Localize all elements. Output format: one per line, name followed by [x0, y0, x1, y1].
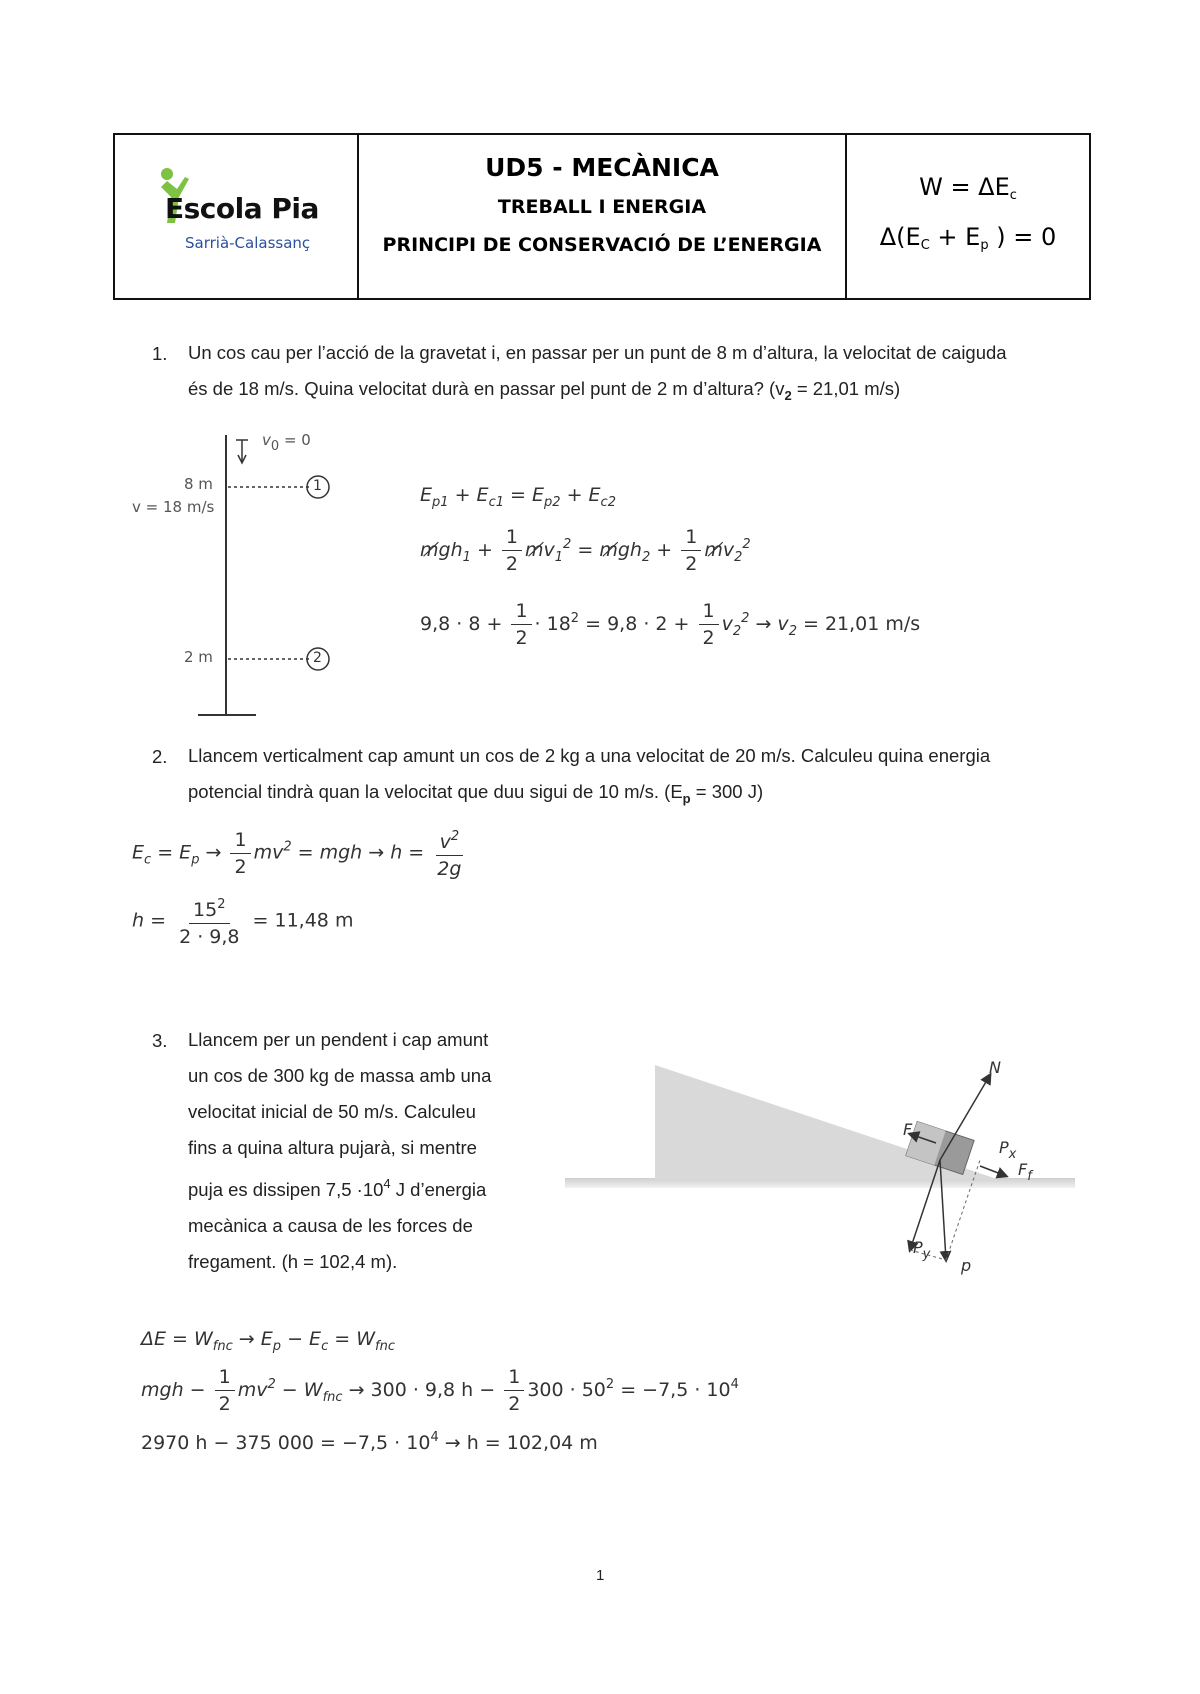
title-cell: [359, 135, 847, 298]
ex2-eq1-den: 2g: [437, 858, 462, 880]
v0-end: = 0: [279, 431, 311, 449]
ex2-eq1-e: = mgh → h =: [291, 841, 425, 864]
ex2-eq1-b: = E: [151, 841, 192, 864]
exercise-3-line3: velocitat inicial de 50 m/s. Calculeu: [188, 1101, 476, 1122]
ex1-eq3-frac1-num: 1: [511, 600, 531, 625]
conservation-formula: [847, 223, 1089, 253]
ex3-equation-3: [141, 1430, 598, 1454]
exercise-3-line5: [188, 1166, 548, 1208]
ex3-eq1-c-sub: c: [321, 1339, 329, 1354]
exercise-1-line2-end: = 21,01 m/s): [791, 378, 901, 399]
ex1-eq2-frac1: [502, 526, 522, 575]
ex1-eq2-frac2: [681, 526, 701, 575]
ex2-eq1-a-sub: c: [144, 852, 152, 868]
exercise-3-line5-sup: 4: [383, 1176, 391, 1191]
ex3-eq1-d-sub: fnc: [375, 1339, 395, 1354]
ex1-eq2-v-sup2: 2: [742, 537, 751, 552]
ex2-eq1-a: E: [132, 841, 145, 864]
ex1-equation-3: [420, 600, 920, 649]
ex3-eq2-a: mgh −: [141, 1379, 206, 1401]
friction-force-letter: F: [903, 1120, 913, 1139]
ex3-eq2-f-sup: 4: [730, 1377, 739, 1392]
velocity-18-label: v = 18 m/s: [132, 498, 215, 516]
ex3-eq2-c-sub: fnc: [322, 1390, 343, 1405]
ex2-eq1-d: mv: [253, 841, 284, 864]
exercise-1-line2-text: és de 18 m/s. Quina velocitat durà en passar pel punt de 2 m d’altura? (v: [188, 378, 785, 399]
exercise-3-line6: mecànica a causa de les forces de: [188, 1215, 473, 1236]
ex2-eq2-num-sup: 2: [217, 897, 226, 912]
v0-label: [262, 431, 311, 454]
ex3-eq1-a: ΔE = W: [141, 1328, 213, 1350]
ex2-eq2-num: 15: [193, 899, 218, 921]
exercise-2-line2-sub: p: [682, 791, 691, 806]
ex3-equation-2: [141, 1366, 739, 1415]
py-letter: P: [913, 1238, 923, 1257]
ex3-eq1-a-sub: fnc: [212, 1339, 233, 1354]
header-table: [113, 133, 1091, 300]
formula2-sub2: p: [980, 238, 989, 253]
ex1-equation-2: $m̸gh_1$ + $\frac{1}{2}$ $m̸v_1^2$ = $m̸gh_2$ + $\frac{1}{2}$ $m̸v_2^2$: [420, 526, 751, 575]
ex3-eq1-d: = W: [328, 1328, 376, 1350]
ex3-eq2-frac1-den: 2: [218, 1393, 231, 1415]
exercise-3-line4: fins a quina altura pujarà, si mentre: [188, 1137, 477, 1158]
ex1-eq3-frac1-den: 2: [515, 627, 528, 649]
ex2-eq2-result: = 11,48 m: [252, 909, 354, 932]
subtitle-1: TREBALL I ENERGIA: [497, 196, 707, 218]
ex1-eq1-e4: + E: [560, 484, 601, 506]
point-2-label: 2: [313, 650, 322, 666]
exercise-2-line1: Llancem verticalment cap amunt un cos de 2 kg a una velocitat de 20 m/s. Calculeu quina energia: [188, 745, 991, 766]
ex2-eq2-den: 2 · 9,8: [179, 926, 240, 948]
ex1-eq3-a: 9,8 · 8 +: [420, 613, 503, 635]
exercise-1-number: 1.: [152, 343, 168, 364]
ex1-eq2-h-sub1: 1: [462, 550, 471, 565]
ex2-equation-1: [132, 826, 468, 880]
friction-force-label: [903, 1120, 912, 1139]
ex3-eq2-c: − W: [275, 1379, 323, 1401]
ex3-eq1-b-sub: p: [272, 1339, 282, 1354]
ex1-eq2-h-sub2: 2: [641, 550, 651, 565]
ex1-eq3-frac2-den: 2: [702, 627, 715, 649]
ex1-eq2-v-sub2: 2: [734, 550, 743, 565]
ex2-eq1-frac2-num: [436, 826, 464, 856]
logo-cell: [115, 135, 359, 298]
logo-name: Escola Pia: [165, 192, 319, 225]
logo-subtitle: Sarrià-Calassanç: [185, 234, 311, 252]
formula2-b: + E: [929, 223, 981, 251]
ex1-eq2-v-sub1: 1: [554, 550, 564, 565]
ex1-eq3-frac1: [511, 600, 531, 649]
ex2-eq1-b-sub: p: [191, 852, 200, 868]
ex1-eq2-v-sup1: 2: [563, 537, 572, 552]
px-label: [999, 1138, 1016, 1162]
ex1-eq3-d-sup: 2: [741, 611, 750, 626]
ex3-eq2-frac1: [215, 1366, 235, 1415]
falling-body-diagram: [120, 425, 350, 725]
ex3-eq2-f: = −7,5 · 10: [614, 1379, 731, 1401]
exercise-2-line2: [188, 774, 1108, 817]
ex3-eq2-b: mv: [237, 1379, 268, 1401]
ff-label: [1018, 1160, 1032, 1184]
exercise-2-number: 2.: [152, 746, 168, 767]
exercise-3-line5-text: puja es dissipen 7,5 ·10: [188, 1179, 384, 1200]
ex1-eq1-e1: E: [420, 484, 433, 506]
exercise-1-line1: Un cos cau per l’acció de la gravetat i, en passar per un punt de 8 m d’altura, la velocitat de caiguda: [188, 342, 1007, 363]
ex1-eq2-frac1-num: 1: [502, 526, 522, 551]
ff-sub: f: [1027, 1169, 1032, 1184]
ex3-eq1-b: → E: [232, 1328, 273, 1350]
height-8m-label: 8 m: [184, 475, 213, 493]
py-label: [913, 1238, 930, 1262]
formula1-text: W = ΔE: [919, 173, 1010, 201]
ex2-eq1-frac1-den: 2: [234, 855, 247, 878]
v0-sub: 0: [270, 439, 280, 454]
ex2-eq1-d-sup: 2: [283, 839, 292, 855]
normal-force-label: [989, 1058, 1001, 1077]
formula-cell: [847, 135, 1089, 298]
exercise-3-line7: fregament. (h = 102,4 m).: [188, 1251, 398, 1272]
exercise-1-text: [188, 335, 1108, 414]
work-energy-formula: [847, 173, 1089, 203]
weight-letter: p: [961, 1256, 972, 1275]
ex2-eq2-frac-num: [189, 894, 229, 924]
ex2-eq1-frac1-num: 1: [230, 829, 250, 854]
exercise-3-number: 3.: [152, 1030, 168, 1051]
ex1-eq2-frac1-den: 2: [505, 553, 518, 575]
ex1-eq3-d-sub: 2: [732, 624, 742, 639]
exercise-3-line5-end: J d’energia: [390, 1179, 487, 1200]
ex1-eq3-b: · 18: [534, 613, 571, 635]
page-title: UD5 - MECÀNICA: [485, 153, 719, 182]
formula2-c: ) = 0: [988, 223, 1057, 251]
exercise-2-line2-text: potencial tindrà quan la velocitat que duu sigui de 10 m/s. (E: [188, 781, 683, 802]
ex3-eq2-e-sup: 2: [605, 1377, 615, 1392]
ex1-eq1-s4: c2: [600, 495, 616, 510]
ex1-eq3-frac2-num: 1: [699, 600, 719, 625]
ex3-eq2-frac2-num: 1: [504, 1366, 524, 1391]
weight-label: [961, 1256, 971, 1275]
ex1-eq3-e: → v: [755, 613, 789, 635]
formula2-sub1: C: [920, 238, 930, 253]
ex1-eq3-e-sub: 2: [788, 624, 797, 639]
normal-force-letter: N: [989, 1058, 1001, 1077]
ex1-eq1-e2: + E: [448, 484, 489, 506]
ex2-eq1-num-sup: 2: [450, 829, 460, 844]
formula1-sub: c: [1009, 188, 1017, 203]
ex3-eq2-frac1-num: 1: [215, 1366, 235, 1391]
subtitle-2: PRINCIPI DE CONSERVACIÓ DE L’ENERGIA: [382, 234, 822, 256]
ex1-eq3-result: = 21,01 m/s: [796, 613, 921, 635]
ff-letter: F: [1018, 1160, 1028, 1179]
ex1-eq1-s2: c1: [488, 495, 504, 510]
page-number: 1: [596, 1567, 605, 1584]
ex1-eq3-c: = 9,8 · 2 +: [585, 613, 690, 635]
ex3-eq3-a: 2970 h − 375 000 = −7,5 · 10: [141, 1432, 431, 1454]
ex3-eq2-frac2: [504, 1366, 524, 1415]
exercise-2-line2-end: = 300 J): [690, 781, 764, 802]
exercise-3-line2: un cos de 300 kg de massa amb una: [188, 1065, 492, 1086]
height-2m-label: 2 m: [184, 648, 213, 666]
ex1-eq2-frac2-den: 2: [685, 553, 698, 575]
ex3-eq2-b-sup: 2: [267, 1377, 276, 1392]
ex1-eq2-frac2-num: 1: [681, 526, 701, 551]
ex1-eq3-b-sup: 2: [570, 611, 580, 626]
exercise-1-line2-sub: 2: [784, 388, 792, 403]
ex3-equation-1: [141, 1328, 395, 1354]
exercise-2-text: [188, 738, 1108, 817]
ex1-eq3-d: v: [721, 613, 733, 635]
ex2-eq1-frac1: [230, 829, 250, 878]
exercise-3-line1: Llancem per un pendent i cap amunt: [188, 1029, 489, 1050]
ex2-eq2-frac: [175, 894, 243, 948]
py-sub: y: [922, 1247, 931, 1262]
ex1-eq1-s3: p2: [544, 495, 561, 510]
ex1-eq3-frac2: [699, 600, 719, 649]
ex2-eq1-c: →: [199, 841, 222, 864]
ex3-eq2-frac2-den: 2: [508, 1393, 521, 1415]
ex1-equation-1: [420, 484, 616, 510]
px-letter: P: [999, 1138, 1009, 1157]
ex1-eq1-e3: = E: [503, 484, 544, 506]
formula2-a: Δ(E: [879, 223, 921, 251]
ex3-eq2-d: → 300 · 9,8 h −: [342, 1379, 496, 1401]
point-1-label: 1: [313, 478, 322, 494]
ex3-eq3-result: → h = 102,04 m: [438, 1432, 598, 1454]
exercise-1-line2: [188, 371, 1108, 414]
ex2-eq1-frac2: [433, 826, 465, 880]
ex3-eq2-e: 300 · 50: [527, 1379, 606, 1401]
ex2-eq2-a: h =: [132, 909, 167, 932]
ex1-eq1-s1: p1: [432, 495, 449, 510]
ex2-eq1-num: v: [439, 831, 451, 853]
ex3-eq1-c: − E: [281, 1328, 322, 1350]
ex2-equation-2: [132, 894, 353, 948]
px-sub: x: [1008, 1147, 1017, 1162]
v0-letter: v: [262, 431, 271, 449]
ex3-eq3-a-sup: 4: [430, 1430, 439, 1445]
exercise-3-text: [188, 1022, 548, 1280]
